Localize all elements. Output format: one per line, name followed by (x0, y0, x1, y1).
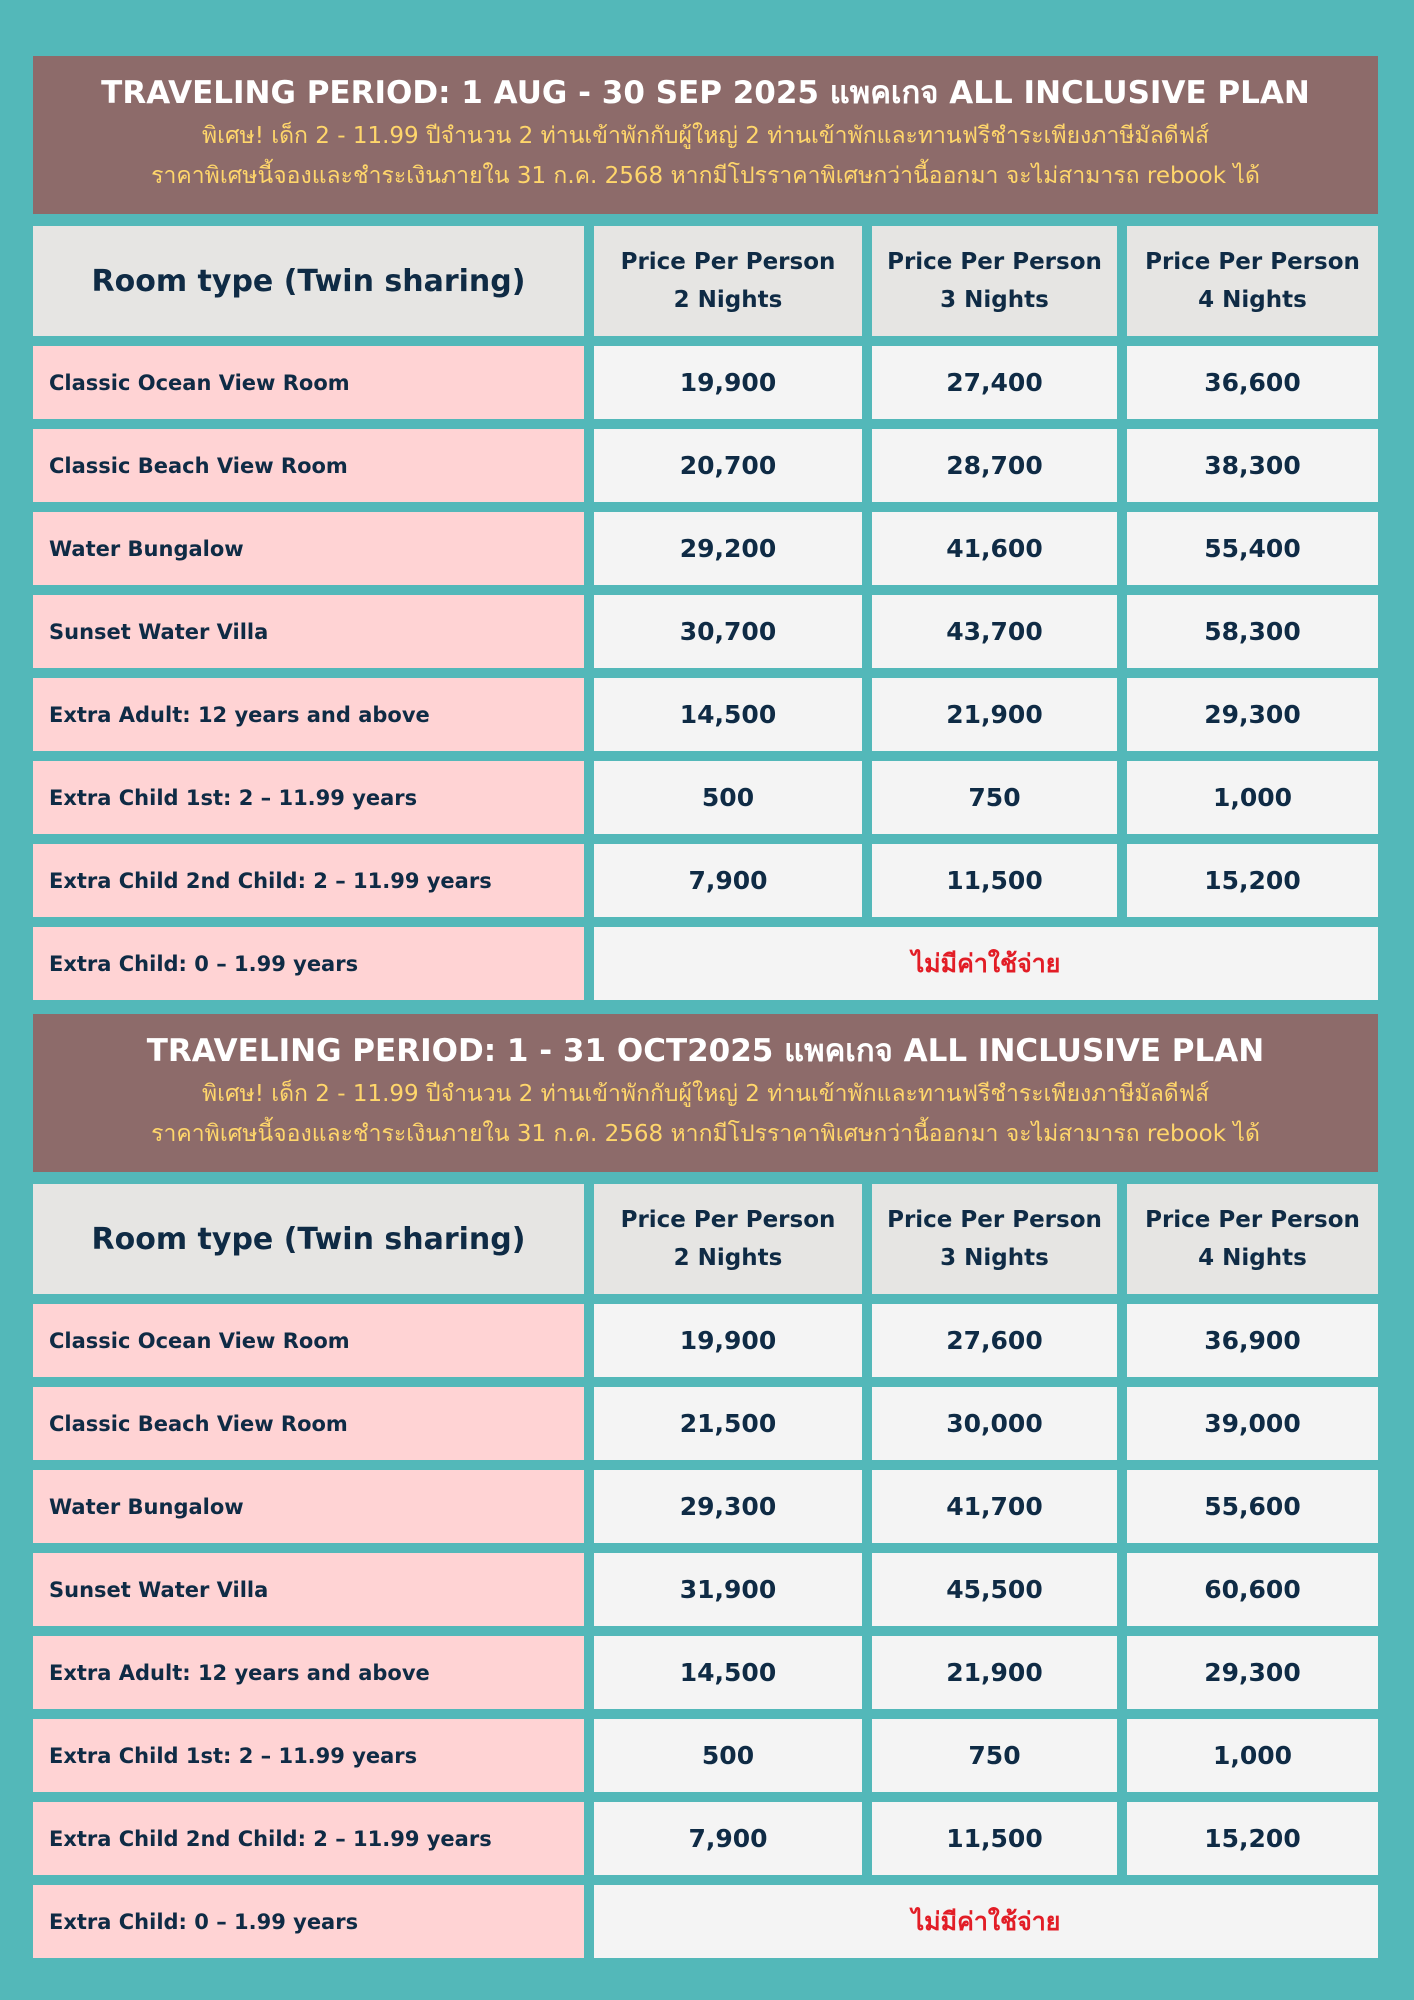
booking-condition-line: ราคาพิเศษนี้จองและชำระเงินภายใน 31 ก.ค. 2568 หากมีโปรราคาพิเศษกว่านี้ออกมา จะไม่สามารถ rebook ได้ (151, 1121, 1260, 1147)
price-2-nights: 19,900 (594, 346, 862, 419)
price-4-nights: 55,400 (1127, 512, 1378, 585)
header-line: Price Per Person (887, 1207, 1102, 1233)
price-3-nights: 27,600 (872, 1304, 1117, 1377)
room-label: Classic Ocean View Room (33, 346, 584, 419)
header-2-nights (594, 1184, 862, 1294)
room-label: Sunset Water Villa (33, 595, 584, 668)
room-label: Extra Child 2nd Child: 2 – 11.99 years (33, 1802, 584, 1875)
header-line: 3 Nights (940, 1245, 1049, 1271)
price-2-nights: 20,700 (594, 429, 862, 502)
price-3-nights: 45,500 (872, 1553, 1117, 1626)
price-3-nights: 11,500 (872, 844, 1117, 917)
room-label: Extra Adult: 12 years and above (33, 1636, 584, 1709)
free-of-charge-note: ไม่มีค่าใช้จ่าย (594, 927, 1378, 1000)
header-line: 2 Nights (673, 1245, 783, 1271)
header-line: Price Per Person (620, 249, 836, 275)
price-4-nights: 1,000 (1127, 1719, 1378, 1792)
promo-line: พิเศษ! เด็ก 2 - 11.99 ปีจำนวน 2 ท่านเข้าพักกับผู้ใหญ่ 2 ท่านเข้าพักและทานฟรีชำระเพียงภาษีมัลดีฟส์ (201, 1081, 1210, 1107)
price-4-nights: 15,200 (1127, 844, 1378, 917)
price-3-nights: 21,900 (872, 1636, 1117, 1709)
price-2-nights: 500 (594, 1719, 862, 1792)
price-4-nights: 39,000 (1127, 1387, 1378, 1460)
price-3-nights: 28,700 (872, 429, 1117, 502)
price-2-nights: 21,500 (594, 1387, 862, 1460)
price-4-nights: 36,600 (1127, 346, 1378, 419)
free-of-charge-note: ไม่มีค่าใช้จ่าย (594, 1885, 1378, 1958)
header-4-nights (1127, 226, 1378, 336)
header-room-type: Room type (Twin sharing) (33, 226, 584, 336)
room-label: Extra Child 1st: 2 – 11.99 years (33, 1719, 584, 1792)
price-2-nights: 14,500 (594, 1636, 862, 1709)
price-4-nights: 1,000 (1127, 761, 1378, 834)
price-4-nights: 58,300 (1127, 595, 1378, 668)
header-line: 4 Nights (1198, 1245, 1307, 1271)
price-4-nights: 38,300 (1127, 429, 1378, 502)
header-line: 3 Nights (940, 287, 1049, 313)
header-line: Price Per Person (620, 1207, 836, 1233)
room-label: Water Bungalow (33, 1470, 584, 1543)
room-label: Sunset Water Villa (33, 1553, 584, 1626)
price-4-nights: 55,600 (1127, 1470, 1378, 1543)
room-label: Water Bungalow (33, 512, 584, 585)
header-line: Price Per Person (887, 249, 1102, 275)
price-2-nights: 500 (594, 761, 862, 834)
price-2-nights: 31,900 (594, 1553, 862, 1626)
header-line: 2 Nights (673, 287, 783, 313)
price-3-nights: 41,700 (872, 1470, 1117, 1543)
price-3-nights: 750 (872, 761, 1117, 834)
room-label: Extra Child: 0 – 1.99 years (33, 927, 584, 1000)
price-4-nights: 60,600 (1127, 1553, 1378, 1626)
room-label: Extra Child: 0 – 1.99 years (33, 1885, 584, 1958)
price-2-nights: 29,200 (594, 512, 862, 585)
header-2-nights (594, 226, 862, 336)
price-3-nights: 30,000 (872, 1387, 1117, 1460)
room-label: Classic Ocean View Room (33, 1304, 584, 1377)
header-3-nights (872, 1184, 1117, 1294)
price-4-nights: 29,300 (1127, 678, 1378, 751)
room-label: Extra Adult: 12 years and above (33, 678, 584, 751)
price-table (33, 1184, 1378, 1958)
price-table (33, 226, 1378, 1000)
header-3-nights (872, 226, 1117, 336)
header-room-type: Room type (Twin sharing) (33, 1184, 584, 1294)
price-2-nights: 7,900 (594, 844, 862, 917)
price-3-nights: 21,900 (872, 678, 1117, 751)
period-section-oct (33, 1014, 1378, 1958)
room-label: Extra Child 1st: 2 – 11.99 years (33, 761, 584, 834)
header-line: Price Per Person (1145, 1207, 1360, 1233)
price-4-nights: 15,200 (1127, 1802, 1378, 1875)
price-4-nights: 36,900 (1127, 1304, 1378, 1377)
period-title: TRAVELING PERIOD: 1 AUG - 30 SEP 2025 แพคเกจ ALL INCLUSIVE PLAN (101, 75, 1310, 111)
price-4-nights: 29,300 (1127, 1636, 1378, 1709)
price-2-nights: 14,500 (594, 678, 862, 751)
price-2-nights: 29,300 (594, 1470, 862, 1543)
period-banner (33, 1014, 1378, 1172)
header-4-nights (1127, 1184, 1378, 1294)
price-3-nights: 27,400 (872, 346, 1117, 419)
period-section-aug-sep (33, 56, 1378, 1000)
header-line: Price Per Person (1145, 249, 1360, 275)
price-2-nights: 30,700 (594, 595, 862, 668)
promo-line: พิเศษ! เด็ก 2 - 11.99 ปีจำนวน 2 ท่านเข้าพักกับผู้ใหญ่ 2 ท่านเข้าพักและทานฟรีชำระเพียงภาษีมัลดีฟส์ (201, 123, 1210, 149)
room-label: Extra Child 2nd Child: 2 – 11.99 years (33, 844, 584, 917)
period-title: TRAVELING PERIOD: 1 - 31 OCT2025 แพคเกจ ALL INCLUSIVE PLAN (146, 1033, 1265, 1069)
price-3-nights: 41,600 (872, 512, 1117, 585)
booking-condition-line: ราคาพิเศษนี้จองและชำระเงินภายใน 31 ก.ค. 2568 หากมีโปรราคาพิเศษกว่านี้ออกมา จะไม่สามารถ rebook ได้ (151, 163, 1260, 189)
price-2-nights: 7,900 (594, 1802, 862, 1875)
price-3-nights: 750 (872, 1719, 1117, 1792)
room-label: Classic Beach View Room (33, 429, 584, 502)
price-3-nights: 43,700 (872, 595, 1117, 668)
price-3-nights: 11,500 (872, 1802, 1117, 1875)
room-label: Classic Beach View Room (33, 1387, 584, 1460)
period-banner (33, 56, 1378, 214)
price-2-nights: 19,900 (594, 1304, 862, 1377)
header-line: 4 Nights (1198, 287, 1307, 313)
